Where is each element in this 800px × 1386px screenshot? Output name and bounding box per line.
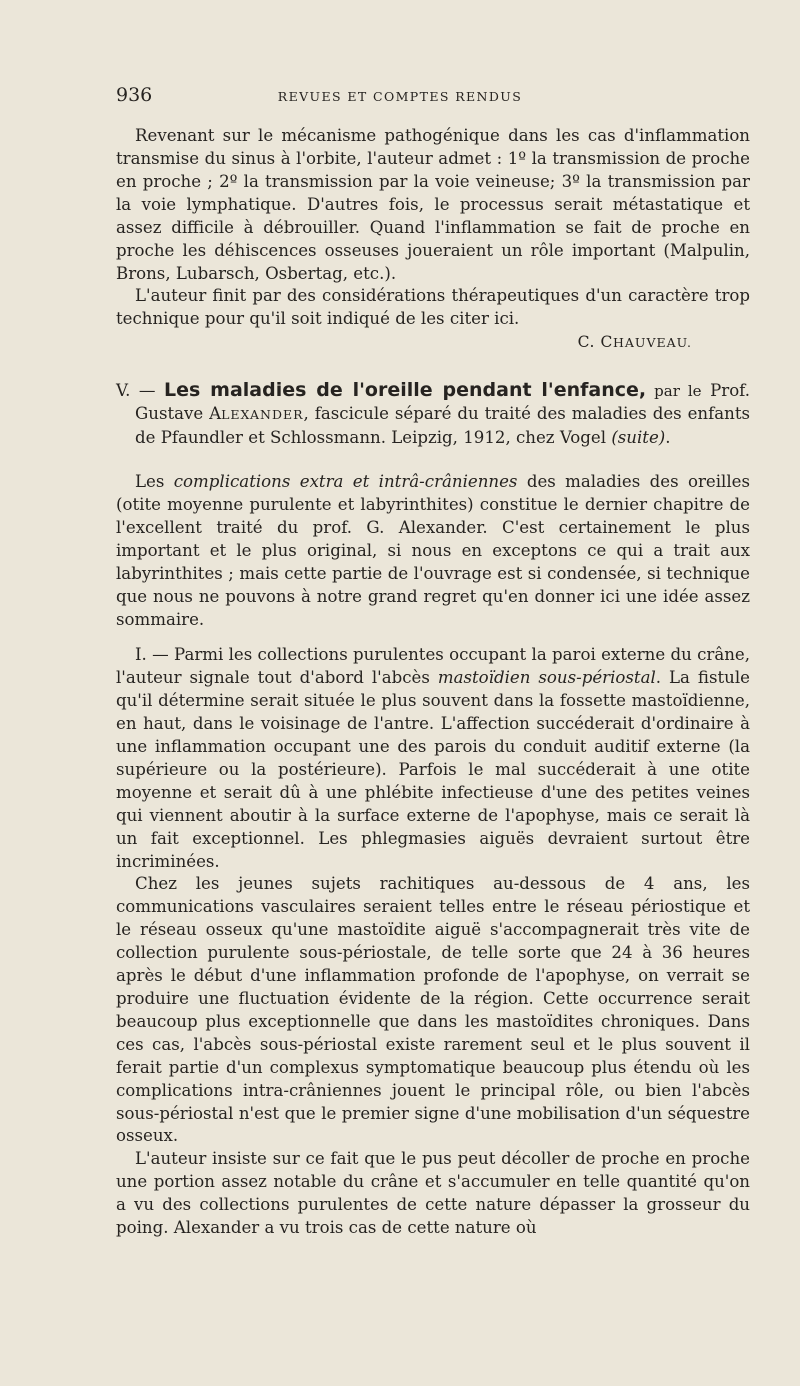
page-header [0,84,800,114]
signature-initial: C. C [577,333,613,351]
section-suite: (suite) [611,427,666,447]
section-reference: , fascicule séparé du traité des maladies des enfants de Pfaundler et Schlossmann. Leipzig, 1912, chez Vogel [135,403,750,447]
section-title: Les maladies de l'oreille pendant l'enfance, [163,379,647,401]
text-run: I. — Parmi les collections purulentes occupant la paroi externe du crâne, l'auteur signale tout d'abord l'abcès [116,645,750,687]
page-number: 936 [116,84,153,106]
section-number: V. — [116,381,164,400]
paragraph-abces [116,644,750,874]
section-prof: Prof. Gustave A [135,381,751,423]
paragraph-therapeutics: L'auteur finit par des considérations thérapeutiques d'un caractère trop technique pour qu'il soit indiqué de les citer ici. [116,286,750,328]
text-run: . La fistule qu'il détermine serait située le plus souvent dans la fossette mastoïdienne, en haut, dans le voisinage de l'antre. L'affection succéderait d'ordinaire à une inflammation occupant une des parois du conduit auditif externe (la supérieure ou la postérieure). Parfois le mal succéderait à une otite moyenne et serait dû à une phlébite infectieuse d'une des petites veines qui viennent aboutir à la surface externe de l'apophyse, mais ce serait là un fait exceptionnel. Les phlegmasies aiguës devraient surtout être incriminées. [116,667,750,871]
text-run: des maladies des oreilles (otite moyenne purulente et labyrinthites) constitue le dernier chapitre de l'excellent traité du prof. G. Alexander. C'est certainement le plus important et le plus original, si nous en exceptons ce qui a trait aux labyrinthites ; mais cette partie de l'ouvrage est si condensée, si technique que nous ne pouvons à notre grand regret qu'en donner ici une idée assez sommaire. [116,472,750,629]
section-v-heading [116,379,750,450]
running-head: REVUES ET COMPTES RENDUS [277,89,523,104]
paragraph-mechanism: Revenant sur le mécanisme pathogénique dans les cas d'inflammation transmise du sinus à l'orbite, l'auteur admet : 1º la transmission de proche en proche ; 2º la transmission par la voie veineuse; 3º la transmission par la voie lymphatique. D'autres fois, le processus serait métastatique et assez difficile à débrouiller. Quand l'inflammation se fait de proche en proche les déhiscences osseuses joueraient un rôle important (Malpulin, Brons, Lubarsch, Osbertag, etc.). [116,126,750,283]
italic-term: complications extra et intrâ-crâniennes [173,472,518,491]
paragraph-complications [116,471,750,632]
section-by: par le [646,382,702,400]
text-run: Les [135,472,174,491]
signature-surname: HAUVEAU. [612,335,692,350]
section-suite-end: . [665,427,671,447]
signature-chauveau [116,333,692,351]
paragraph-rachitiques: Chez les jeunes sujets rachitiques au-dessous de 4 ans, les communications vasculaires seraient telles entre le réseau périostique et le réseau osseux qu'une mastoïdite aiguë s'accompagnerait très vite de collection purulente sous-périostale, de telle sorte que 24 à 36 heures après le début d'une inflammation profonde de l'apophyse, on verrait se produire une fluctuation évidente de la région. Cette occurrence serait beaucoup plus exceptionnelle que dans les mastoïdites chroniques. Dans ces cas, l'abcès sous-périostal existe rarement seul et le plus souvent il ferait partie d'un complexus symptomatique beaucoup plus étendu où les complications intra-crâniennes jouent le principal rôle, ou bien l'abcès sous-périostal n'est que le premier signe d'une mobilisation d'un séquestre osseux. [116,874,750,1146]
paragraph-pus: L'auteur insiste sur ce fait que le pus peut décoller de proche en proche une portion assez notable du crâne et s'accumuler en telle quantité qu'on a vu des collections purulentes de cette nature dépasser la grosseur du poing. Alexander a vu trois cas de cette nature où [116,1149,750,1237]
italic-term: mastoïdien sous-périostal [437,667,656,687]
section-author: LEXANDER [221,406,304,422]
